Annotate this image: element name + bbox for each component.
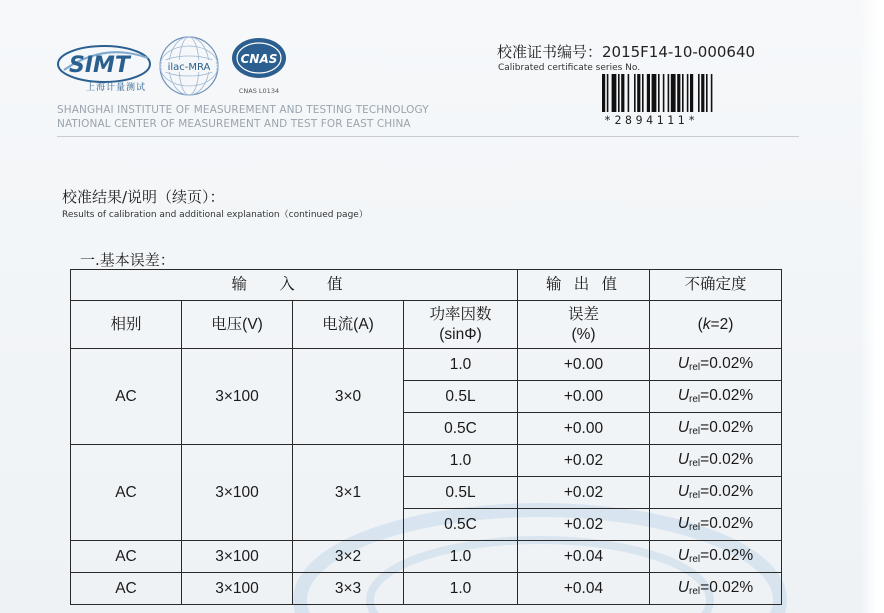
current-cell: 3×1 (293, 445, 404, 541)
error-cell: +0.02 (518, 477, 650, 509)
barcode-bar (621, 74, 624, 112)
uncertainty-symbol: U (677, 387, 690, 405)
power-factor-cell: 1.0 (404, 573, 518, 605)
table-row (71, 445, 782, 477)
uncertainty-cell (650, 541, 782, 573)
power-factor-header-line-1: 功率因数 (429, 306, 492, 324)
barcode-bar (642, 74, 644, 112)
cnas-logo-subtext: CNAS L0134 (238, 87, 280, 95)
output-values-header: 输 出 值 (518, 270, 650, 301)
uncertainty-value: =0.02% (700, 355, 754, 373)
current-cell: 3×2 (293, 541, 404, 573)
uncertainty-subscript: rel (689, 394, 701, 406)
barcode-bar (671, 74, 676, 112)
uncertainty-symbol: U (677, 579, 690, 597)
cnas-logo-text: CNAS (240, 52, 278, 66)
uncertainty-cell (650, 381, 782, 413)
barcode-bar (711, 74, 713, 112)
barcode-text: *2894111* (604, 113, 699, 127)
table-row (71, 573, 782, 605)
phase-column-header: 相别 (71, 301, 182, 349)
current-column-header: 电流(A) (293, 301, 404, 349)
input-values-header: 输 入 值 (71, 270, 518, 301)
uncertainty-symbol: U (677, 547, 690, 565)
barcode-bar (628, 74, 630, 112)
error-cell: +0.00 (518, 381, 650, 413)
barcode-bar (652, 74, 657, 112)
error-column-header (518, 301, 650, 349)
error-cell: +0.00 (518, 349, 650, 381)
uncertainty-value: =0.02% (700, 451, 754, 469)
voltage-cell: 3×100 (182, 349, 293, 445)
table-row (71, 349, 782, 381)
power-factor-cell: 1.0 (404, 541, 518, 573)
uncertainty-symbol: U (677, 451, 690, 469)
voltage-cell: 3×100 (182, 573, 293, 605)
phase-cell: AC (71, 573, 182, 605)
uncertainty-subscript: rel (689, 426, 701, 438)
barcode-bar (647, 74, 650, 112)
uncertainty-subscript: rel (689, 554, 701, 566)
institute-name-line-1: SHANGHAI INSTITUTE OF MEASUREMENT AND TESTING TECHNOLOGY (57, 104, 429, 116)
phase-cell: AC (71, 445, 182, 541)
barcode-bar (663, 74, 665, 112)
cnas-logo (230, 36, 288, 96)
error-cell: +0.04 (518, 573, 650, 605)
uncertainty-value: =0.02% (700, 579, 754, 597)
table-row (71, 541, 782, 573)
barcode-bar (612, 74, 617, 112)
uncertainty-symbol: U (677, 355, 690, 373)
error-cell: +0.02 (518, 509, 650, 541)
certificate-number: 校准证书编号：2015F14-10-000640 (497, 43, 756, 61)
uncertainty-cell (650, 477, 782, 509)
power-factor-cell: 1.0 (404, 445, 518, 477)
uncertainty-value: =0.02% (700, 515, 754, 533)
calibration-results-table (70, 269, 782, 605)
uncertainty-symbol: U (677, 483, 690, 501)
power-factor-cell: 0.5L (404, 477, 518, 509)
uncertainty-subscript: rel (689, 490, 701, 502)
barcode-bar (668, 74, 670, 112)
section-title: 校准结果/说明（续页）： (62, 188, 225, 206)
coverage-factor-header: (k=2) (650, 301, 782, 349)
barcode-bar (698, 74, 700, 112)
error-cell: +0.04 (518, 541, 650, 573)
page-edge (860, 0, 884, 613)
barcode-bar (634, 74, 636, 112)
uncertainty-subscript: rel (689, 362, 701, 374)
barcode-bar (677, 74, 680, 112)
power-factor-column-header (404, 301, 518, 349)
uncertainty-value: =0.02% (700, 547, 754, 565)
uncertainty-value: =0.02% (700, 419, 754, 437)
barcode-bar (682, 74, 684, 112)
current-cell: 3×3 (293, 573, 404, 605)
barcode-bar (637, 74, 640, 112)
barcode-bar (658, 74, 660, 112)
power-factor-cell: 0.5C (404, 413, 518, 445)
table-column-header-row (71, 301, 782, 349)
simt-logo-text: SIMT (69, 53, 130, 78)
uncertainty-cell (650, 509, 782, 541)
uncertainty-symbol: U (677, 515, 690, 533)
barcode-bar (618, 74, 620, 112)
ilac-mra-logo (158, 35, 220, 97)
uncertainty-subscript: rel (689, 522, 701, 534)
error-header-line-1: 误差 (567, 306, 599, 324)
section-title-english: Results of calibration and additional explanation（continued page） (62, 210, 368, 220)
barcode-bar (701, 74, 704, 112)
barcode-bar (687, 74, 689, 112)
uncertainty-cell (650, 573, 782, 605)
barcode-bar (602, 74, 605, 112)
header-divider (57, 136, 799, 137)
error-cell: +0.00 (518, 413, 650, 445)
uncertainty-value: =0.02% (700, 483, 754, 501)
power-factor-cell: 0.5L (404, 381, 518, 413)
barcode (602, 74, 752, 112)
simt-logo-subtext: 上海计量测试 (86, 83, 147, 93)
barcode-bar (607, 74, 609, 112)
uncertainty-cell (650, 445, 782, 477)
power-factor-header-line-2: (sinΦ) (439, 325, 482, 343)
ilac-logo-text: ilac-MRA (167, 62, 211, 73)
certificate-number-english: Calibrated certificate series No. (498, 63, 641, 73)
subsection-title: 一.基本误差： (80, 251, 175, 269)
power-factor-cell: 1.0 (404, 349, 518, 381)
error-cell: +0.02 (518, 445, 650, 477)
uncertainty-value: =0.02% (700, 387, 754, 405)
institute-name-line-2: NATIONAL CENTER OF MEASUREMENT AND TEST FOR EAST CHINA (57, 118, 411, 130)
table-group-header-row (71, 270, 782, 301)
phase-cell: AC (71, 541, 182, 573)
uncertainty-header: 不确定度 (650, 270, 782, 301)
current-cell: 3×0 (293, 349, 404, 445)
power-factor-cell: 0.5C (404, 509, 518, 541)
error-header-line-2: (%) (571, 325, 596, 343)
uncertainty-subscript: rel (689, 586, 701, 598)
barcode-bar (706, 74, 708, 112)
voltage-column-header: 电压(V) (182, 301, 293, 349)
voltage-cell: 3×100 (182, 445, 293, 541)
uncertainty-cell (650, 349, 782, 381)
barcode-bar (690, 74, 693, 112)
uncertainty-cell (650, 413, 782, 445)
uncertainty-symbol: U (677, 419, 690, 437)
phase-cell: AC (71, 349, 182, 445)
uncertainty-subscript: rel (689, 458, 701, 470)
voltage-cell: 3×100 (182, 541, 293, 573)
